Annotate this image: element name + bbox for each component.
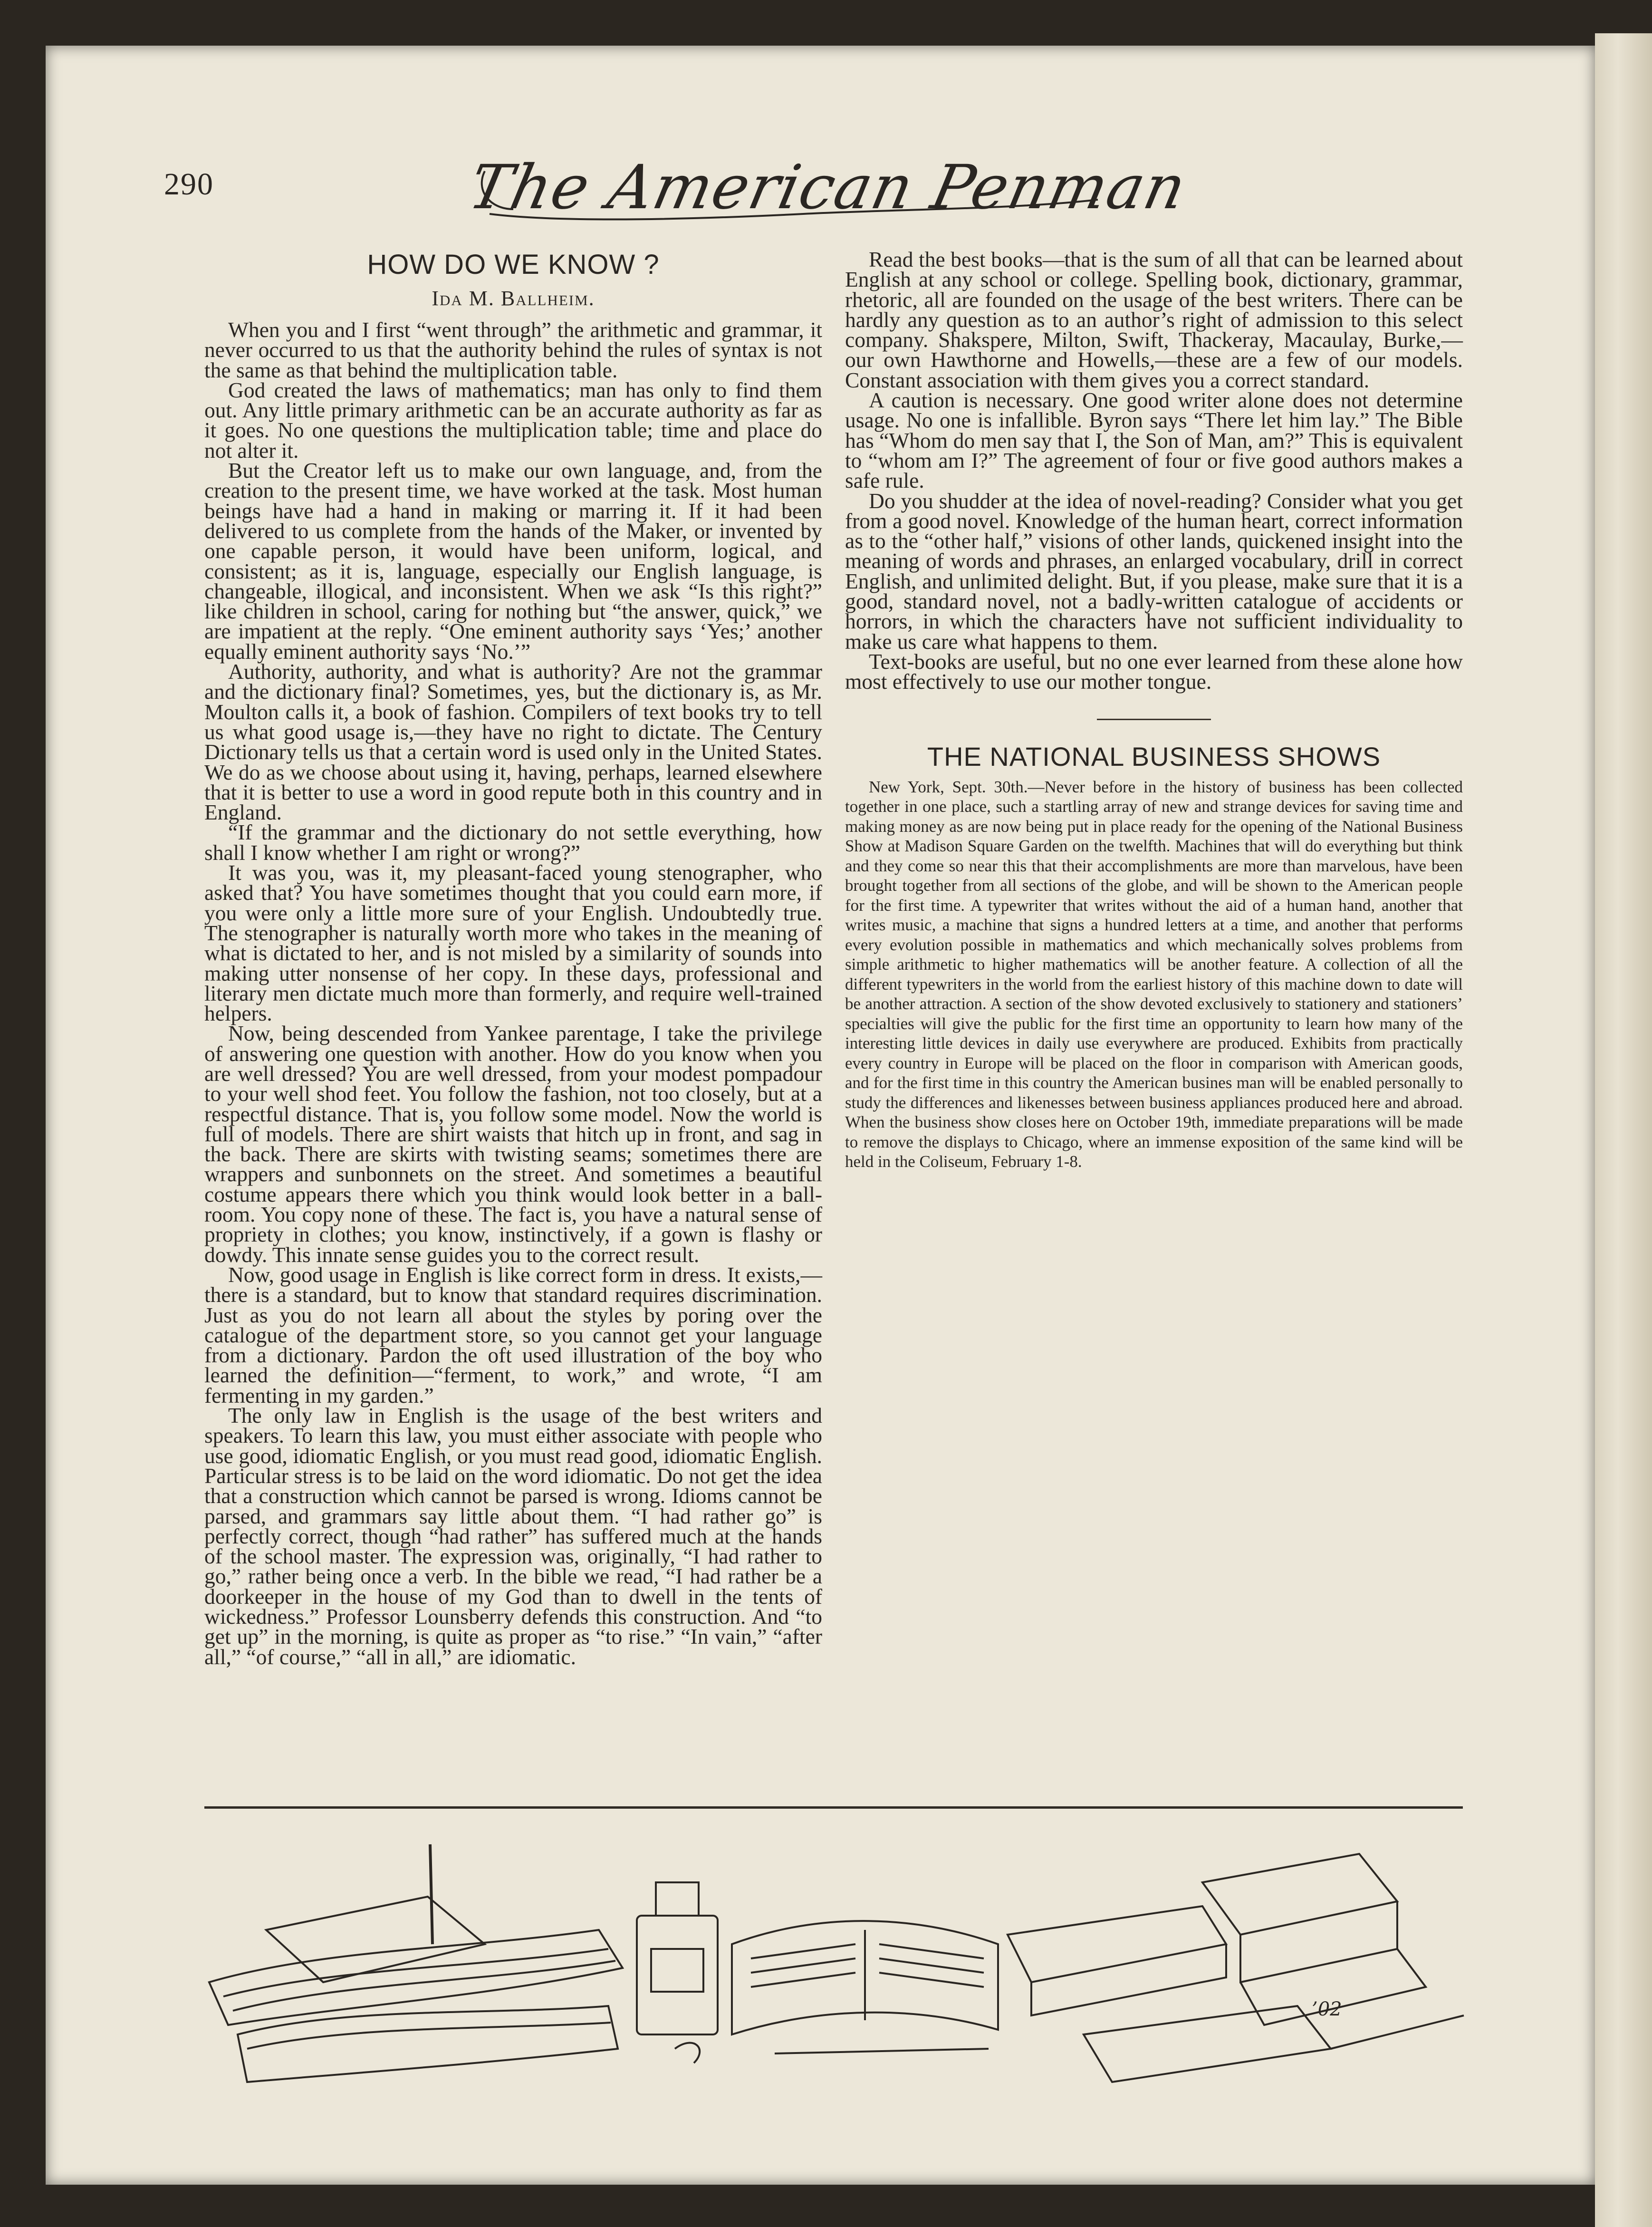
article-title: HOW DO WE KNOW ? bbox=[367, 249, 660, 280]
column-right bbox=[845, 247, 1463, 1172]
article-paragraph: Text-books are useful, but no one ever learned from these alone how most effectively to use our mother tongue. bbox=[845, 649, 1463, 694]
page-edge bbox=[1595, 33, 1652, 2227]
page-number: 290 bbox=[164, 167, 214, 202]
news-body: New York, Sept. 30th.—Never before in the history of business has been collected together in one place, such a startling array of new and strange devices for saving time and making money as are now being put in place ready for the opening of the National Business Show at Madison Square Garden on the twelfth. Machines that will do everything but think and they come so near this that their accomplishments are more than marvelous, have been brought together from all sections of the globe, and will be shown to the American people for the first time. A typewriter that writes without the aid of a human hand, another that writes music, a machine that signs a hundred letters at a time, and another that performs every evolution possible in mathematics and which mechanically solves problems from simple arithmetic to higher mathematics will be another feature. A collection of all the different typewriters in the world from the earliest history of this machine down to date will be another attraction. A section of the show devoted exclusively to stationery and stationers’ specialties will give the public for the first time an opportunity to learn how many of the interesting little devices in daily use everywhere are produced. Exhibits from practically every country in Europe will be placed on the floor in comparison with American goods, and for the first time in this country the American busines man will be enabled personally to study the differences and likenesses between business appliances produced here and abroad. When the business show closes here on October 19th, immediate preparations will be made to remove the displays to Chicago, where an immense exposition of the same kind will be held in the Coliseum, February 1-8. bbox=[845, 777, 1463, 1171]
section-divider bbox=[1097, 719, 1211, 720]
article-paragraph: Now, being descended from Yankee parentage, I take the privilege of answering one question with another. How do you know when you are well dressed? You are well dressed, from your modest pompadour to your well shod feet. You follow the fashion, not too closely, but at a respectful distance. That is, you follow some model. Now the world is full of models. There are shirt waists that hitch up in front, and sag in the back. There are skirts with twisting seams; sometimes there are wrappers and sunbonnets on the street. And sometimes a beautiful costume appears there which you think would look better in a ball-room. You copy none of these. The fact is, you have a natural sense of propriety in clothes; you know, instinctively, if a gown is flashy or dowdy. This innate sense guides you to the correct result. bbox=[204, 1021, 822, 1267]
article-paragraph: Now, good usage in English is like correct form in dress. It exists,—there is a standard, but to know that standard requires discrimination. Just as you do not learn all about the styles by poring over the catalogue of the department store, so you cannot get your language from a dictionary. Pardon the oft used illustration of the boy who learned the definition—“ferment, to work,” and wrote, “I am fermenting in my garden.” bbox=[204, 1262, 822, 1408]
masthead bbox=[463, 143, 1193, 223]
article-paragraph: Do you shudder at the idea of novel-reading? Consider what you get from a good novel. Knowledge of the human heart, correct information as to the “other half,” visions of other lands, quickened insight into the meaning of words and phrases, an enlarged vocabulary, drill in correct English, and unlimited delight. But, if you please, make sure that it is a good, standard novel, not a badly-written catalogue of accidents or horrors, in which the characters have not sufficient individuality to make us care what happens to them. bbox=[845, 488, 1463, 654]
books-inkwell-illustration bbox=[181, 1825, 1488, 2101]
illustration-signature: ’02 bbox=[1312, 1998, 1342, 2020]
article-paragraph: Authority, authority, and what is authority? Are not the grammar and the dictionary final? Sometimes, yes, but the dictionary is, as Mr. Moulton calls it, a book of fashion. Compilers of text books try to tell us what good usage is,—they have no right to dictate. The Century Dictionary tells us that a certain word is used only in the United States. We do as we choose about using it, having, perhaps, learned elsewhere that it is better to use a word in good repute both in this country and in England. bbox=[204, 659, 822, 825]
article-byline: Ida M. Ballheim. bbox=[432, 287, 595, 310]
horizontal-rule bbox=[204, 1806, 1463, 1809]
article-paragraph: Read the best books—that is the sum of all that can be learned about English at any school or college. Spelling book, dictionary, grammar, rhetoric, all are founded on the usage of the best writers. There can be hardly any question as to an author’s right of admission to this select company. Shakspere, Milton, Swift, Thackeray, Macaulay, Burke,—our own Hawthorne and Howells,—these are a few of our models. Constant association with them gives you a correct standard. bbox=[845, 247, 1463, 392]
article-paragraph: But the Creator left us to make our own language, and, from the creation to the present time, we have worked at the task. Most human beings have had a hand in making or marring it. If it had been delivered to us complete from the hands of the Maker, or invented by one capable person, it would have been uniform, logical, and consistent; as it is, language, especially our English language, is changeable, illogical, and inconsistent. When we ask “Is this right?” like children in school, caring for nothing but “the answer, quick,” we are impatient at the reply. “One eminent authority says ‘Yes;’ another equally eminent authority says ‘No.’” bbox=[204, 458, 822, 664]
article-paragraph: It was you, was it, my pleasant-faced young stenographer, who asked that? You have sometimes thought that you could earn more, if you were only a little more sure of your English. Undoubtedly true. The stenographer is naturally worth more who takes in the meaning of what is dictated to her, and is not misled by a similarity of sounds into making utter nonsense of her copy. In these days, professional and literary men dictate much more than formerly, and require well-trained helpers. bbox=[204, 860, 822, 1026]
column-left bbox=[204, 250, 822, 1667]
masthead-title: The American Penman bbox=[463, 152, 1193, 223]
article-paragraph: When you and I first “went through” the arithmetic and grammar, it never occurred to us that the authority behind the rules of syntax is not the same as that behind the multiplication table. bbox=[204, 318, 822, 382]
article-paragraph: God created the laws of mathematics; man has only to find them out. Any little primary arithmetic can be an accurate authority as far as it goes. No one questions the multiplication table; time and place do not alter it. bbox=[204, 377, 822, 463]
article-paragraph: A caution is necessary. One good writer alone does not determine usage. No one is infallible. Byron says “There let him lay.” The Bible has “Whom do men say that I, the Son of Man, am?” This is equivalent to “whom am I?” The agreement of four or five good authors makes a safe rule. bbox=[845, 388, 1463, 493]
news-title: THE NATIONAL BUSINESS SHOWS bbox=[927, 741, 1381, 771]
article-paragraph: The only law in English is the usage of the best writers and speakers. To learn this law, you must either associate with people who use good, idiomatic English, or you must read good, idiomatic English. Particular stress is to be laid on the word idiomatic. Do not get the idea that a construction which cannot be parsed is wrong. Idioms cannot be parsed, and grammars say little about them. “I had rather go” is perfectly correct, though “had rather” has suffered much at the hands of the school master. The expression was, originally, “I had rather to go,” rather being once a verb. In the bible we read, “I had rather be a doorkeeper in the house of my God than to dwell in the tents of wickedness.” Professor Lounsberry defends this construction. And “to get up” in the morning, is quite as proper as “to rise.” “In vain,” “after all,” “of course,” “all in all,” are idiomatic. bbox=[204, 1403, 822, 1669]
article-paragraph: “If the grammar and the dictionary do not settle everything, how shall I know whether I am right or wrong?” bbox=[204, 820, 822, 865]
masthead-flourish bbox=[471, 143, 1112, 223]
